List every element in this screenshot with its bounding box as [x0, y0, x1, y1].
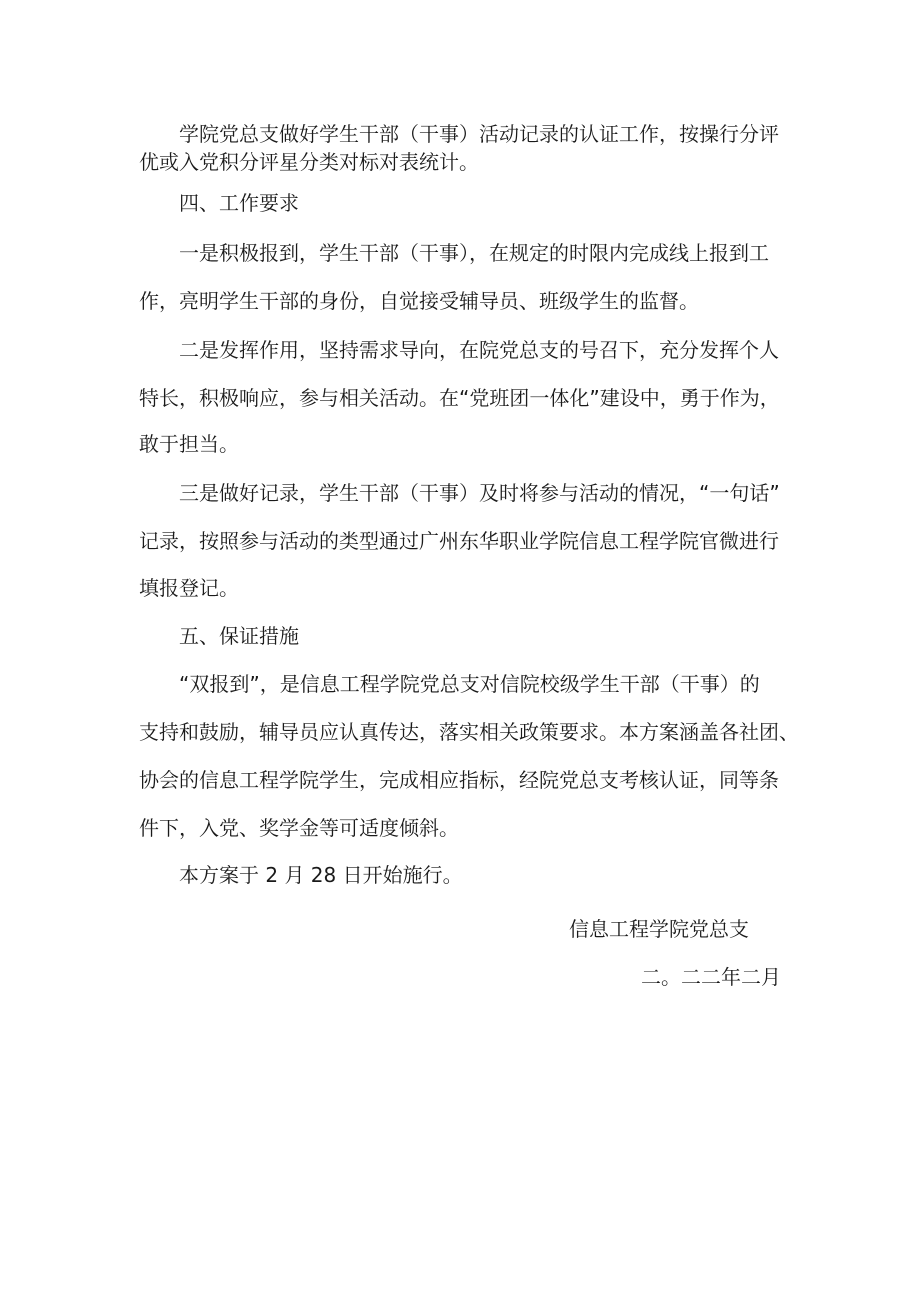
paragraph-line: 特长，积极响应，参与相关活动。在“党班团一体化”建设中，勇于作为， — [139, 386, 780, 410]
paragraph-line: 学院党总支做好学生干部（干事）活动记录的认证工作，按操行分评 — [179, 122, 779, 146]
paragraph-line: 记录，按照参与活动的类型通过广州东华职业学院信息工程学院官微进行 — [139, 529, 779, 553]
paragraph-line: 支持和鼓励，辅导员应认真传达，落实相关政策要求。本方案涵盖各社团、 — [139, 720, 799, 744]
paragraph-line: 一是积极报到，学生干部（干事），在规定的时限内完成线上报到工 — [179, 241, 769, 265]
signature-organization: 信息工程学院党总支 — [569, 917, 749, 941]
paragraph-line: 本方案于 2 月 28 日开始施行。 — [179, 863, 463, 887]
paragraph-line: 优或入党积分评星分类对标对表统计。 — [139, 150, 479, 174]
paragraph-line: 作，亮明学生干部的身份，自觉接受辅导员、班级学生的监督。 — [139, 289, 699, 313]
section-heading: 四、工作要求 — [179, 191, 299, 215]
section-heading: 五、保证措施 — [179, 624, 299, 648]
signature-date: 二。二二年二月 — [641, 965, 781, 989]
paragraph-line: 二是发挥作用，坚持需求导向，在院党总支的号召下，充分发挥个人 — [179, 338, 779, 362]
paragraph-line: 件下，入党、奖学金等可适度倾斜。 — [139, 816, 459, 840]
paragraph-line: 协会的信息工程学院学生，完成相应指标，经院党总支考核认证，同等条 — [139, 768, 779, 792]
paragraph-line: “双报到”，是信息工程学院党总支对信院校级学生干部（干事）的 — [179, 672, 760, 696]
paragraph-line: 三是做好记录，学生干部（干事）及时将参与活动的情况，“一句话” — [179, 481, 780, 505]
paragraph-line: 填报登记。 — [139, 576, 239, 600]
paragraph-line: 敢于担当。 — [139, 432, 239, 456]
